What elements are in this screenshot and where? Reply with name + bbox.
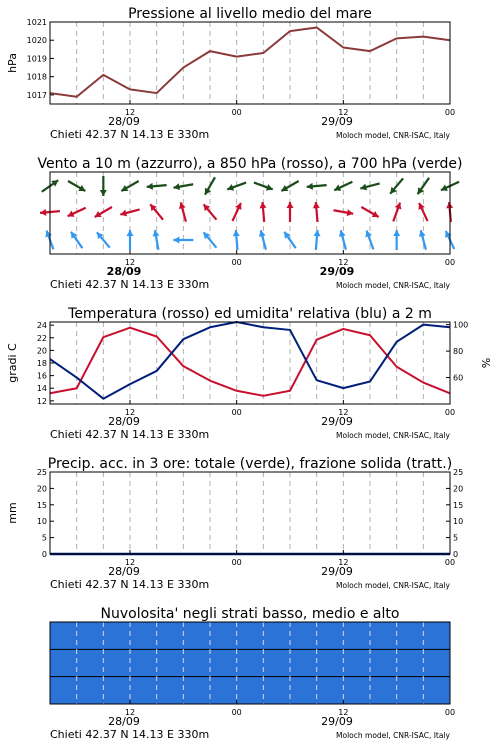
credit-label: Moloch model, CNR-ISAC, Italy (336, 131, 450, 140)
x-tick-label: 12 (124, 408, 136, 417)
x-tick-label: 12 (124, 258, 136, 267)
arrow-head (314, 230, 321, 236)
y-tick-label: 25 (36, 468, 47, 477)
arrow-head (40, 209, 46, 216)
x-tick-label: 00 (444, 258, 456, 267)
date-label: 29/09 (319, 265, 355, 278)
y-tick-label: 16 (36, 371, 47, 381)
wind-10m-arrow (153, 230, 160, 250)
y-right-tick-label: 10 (453, 517, 464, 527)
y-tick-label: 20 (36, 346, 47, 356)
y-right-tick-label: 20 (453, 484, 464, 494)
y-tick-label: 1021 (26, 18, 47, 27)
y-tick-label: 10 (36, 517, 47, 527)
date-label: 28/09 (108, 115, 140, 128)
x-tick-label: 00 (444, 408, 456, 417)
y-right-tick-label: 60 (453, 373, 464, 383)
y-axis-label: hPa (6, 53, 19, 73)
x-tick-label: 00 (444, 558, 456, 567)
location-label: Chieti 42.37 N 14.13 E 330m (50, 728, 210, 741)
date-label: 29/09 (321, 415, 353, 428)
y-tick-label: 14 (36, 384, 47, 394)
location-label: Chieti 42.37 N 14.13 E 330m (50, 128, 210, 141)
wind-10m-arrow (233, 230, 240, 250)
date-label: 28/09 (106, 265, 142, 278)
y-tick-label: 5 (41, 533, 47, 543)
wind-850hpa-arrow (259, 202, 266, 222)
wind-850hpa-arrow (287, 202, 294, 222)
wind-850hpa-arrow (313, 202, 320, 222)
plot-frame (50, 172, 450, 254)
wind-850hpa-arrow (393, 203, 401, 222)
wind-10m-arrow (419, 230, 426, 249)
y-right-tick-label: 0 (453, 550, 459, 559)
y-tick-label: 1018 (26, 72, 47, 82)
x-tick-label: 12 (124, 708, 136, 717)
wind-10m-arrow (259, 230, 266, 249)
y-tick-label: 1017 (26, 90, 47, 100)
chart-title: Vento a 10 m (azzurro), a 850 hPa (rosso), a 700 hPa (verde) (37, 156, 463, 172)
wind-10m-arrow (365, 231, 373, 250)
y-right-tick-label: 5 (453, 533, 459, 543)
y-axis-label: gradi C (6, 343, 19, 383)
date-label: 29/09 (321, 115, 353, 128)
arrow-head (100, 190, 107, 196)
x-tick-label: 00 (231, 558, 242, 567)
x-tick-label: 12 (338, 408, 349, 417)
arrow-head (147, 183, 153, 190)
credit-label: Moloch model, CNR-ISAC, Italy (336, 581, 450, 590)
y-tick-label: 22 (36, 333, 47, 343)
arrow-head (173, 237, 179, 244)
y-tick-label: 1019 (26, 54, 47, 64)
location-label: Chieti 42.37 N 14.13 E 330m (50, 578, 210, 591)
chart-title: Pressione al livello medio del mare (128, 6, 372, 22)
x-tick-label: 12 (338, 708, 349, 717)
arrow-head (287, 202, 294, 208)
date-label: 29/09 (321, 715, 353, 728)
y-tick-label: 15 (36, 500, 47, 510)
wind-850hpa-arrow (179, 202, 186, 221)
chart-title: Temperatura (rosso) ed umidita' relativa (blu) a 2 m (68, 306, 432, 322)
y-right-tick-label: 15 (453, 500, 464, 510)
y-right-tick-label: 25 (453, 468, 464, 477)
y-tick-label: 18 (36, 359, 47, 368)
arrow-head (259, 202, 266, 208)
x-tick-label: 00 (231, 258, 242, 267)
arrow-head (233, 230, 240, 236)
y-tick-label: 20 (36, 484, 47, 494)
x-tick-label: 12 (338, 558, 349, 567)
wind-10m-arrow (314, 230, 321, 250)
date-label: 29/09 (321, 565, 353, 578)
location-label: Chieti 42.37 N 14.13 E 330m (50, 278, 210, 291)
date-label: 28/09 (108, 415, 140, 428)
x-tick-label: 00 (444, 708, 456, 717)
x-tick-label: 12 (124, 558, 136, 567)
temperature-line (50, 328, 450, 396)
arrow-head (127, 230, 134, 236)
y-right-tick-label: 100 (453, 320, 469, 330)
date-label: 28/09 (108, 715, 140, 728)
pressure-line (50, 27, 450, 96)
credit-label: Moloch model, CNR-ISAC, Italy (336, 431, 450, 440)
plot-frame (50, 472, 450, 554)
credit-label: Moloch model, CNR-ISAC, Italy (336, 281, 450, 290)
wind-10m-arrow (393, 230, 400, 250)
plot-frame (50, 22, 450, 104)
x-tick-label: 00 (231, 708, 242, 717)
credit-label: Moloch model, CNR-ISAC, Italy (336, 731, 450, 740)
x-tick-label: 12 (338, 108, 349, 117)
wind-10m-arrow (127, 230, 134, 250)
x-tick-label: 12 (124, 108, 136, 117)
y-tick-label: 24 (36, 321, 47, 331)
wind-700hpa-arrow (100, 176, 107, 196)
y-tick-label: 0 (41, 550, 47, 559)
y-right-axis-label: % (480, 357, 493, 369)
y-tick-label: 1020 (26, 36, 47, 46)
date-label: 28/09 (108, 565, 140, 578)
y-right-tick-label: 80 (453, 347, 464, 357)
wind-10m-arrow (45, 231, 53, 250)
arrow-head (313, 202, 320, 208)
x-tick-label: 12 (338, 258, 349, 267)
x-tick-label: 00 (231, 108, 242, 117)
x-tick-label: 00 (444, 108, 456, 117)
chart-title: Nuvolosita' negli strati basso, medio e alto (100, 606, 400, 622)
chart-title: Precip. acc. in 3 ore: totale (verde), frazione solida (tratt.) (47, 456, 453, 472)
wind-10m-arrow (339, 230, 346, 249)
location-label: Chieti 42.37 N 14.13 E 330m (50, 428, 210, 441)
cloud-cover-bar (50, 622, 450, 704)
y-tick-label: 12 (36, 396, 47, 406)
arrow-head (307, 183, 313, 190)
arrow-head (393, 230, 400, 236)
x-tick-label: 00 (231, 408, 242, 417)
y-axis-label: mm (6, 502, 19, 524)
